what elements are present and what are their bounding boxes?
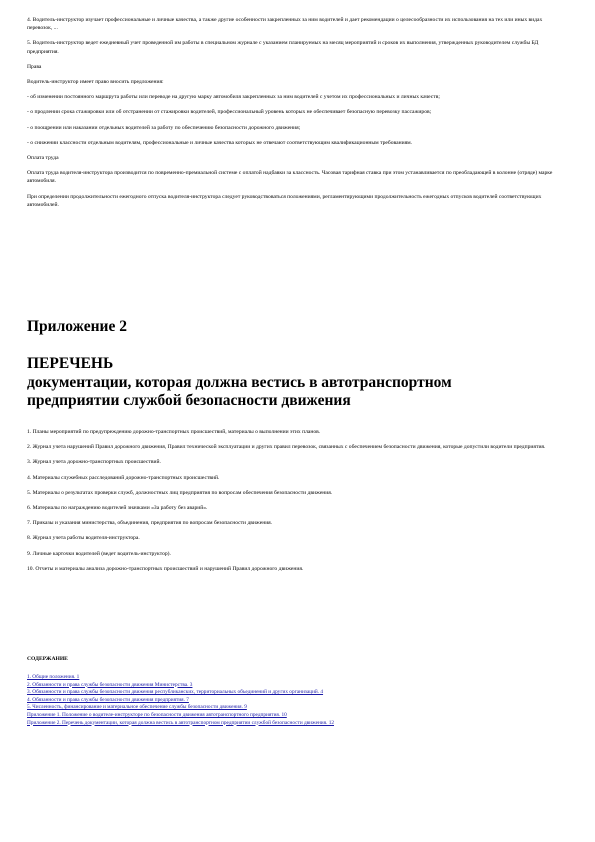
paragraph-instructor-duty-4: 4. Водитель-инструктор изучает профессиональные и личные качества, а также другие особенности закрепленных за ним водителей и дает рекомендации о целесообразности их использования на тех или иных видах перевозок, ... xyxy=(27,17,543,32)
toc-link[interactable]: 2. Обязанности и права службы безопасности движения Министерства. 3 xyxy=(27,681,193,688)
list-item: 1. Планы мероприятий по предупреждению дорожно-транспортных происшествий, материалы о выполнении этих планов. xyxy=(27,429,321,435)
appendix-heading: Приложение 2 xyxy=(27,318,127,335)
toc-title: СОДЕРЖАНИЕ xyxy=(27,656,68,662)
section-rights-heading: Права xyxy=(27,63,42,70)
toc-link[interactable]: 1. Общие положения. 1 xyxy=(27,674,80,680)
rights-intro: Водитель-инструктор имеет право вносить предложения: xyxy=(27,79,164,86)
section-pay-heading: Оплата труда xyxy=(27,155,59,162)
toc-link[interactable]: 5. Численность, финансирование и материальное обеспечение службы безопасности движения. 9 xyxy=(27,704,247,711)
toc-link[interactable]: 3. Обязанности и права службы безопасности движения республиканских, территориальных объединений и других организаций. 4 xyxy=(27,689,324,696)
table-of-contents xyxy=(27,656,562,727)
list-item: 6. Материалы по награждению водителей значками «За работу без аварий». xyxy=(27,505,208,512)
rights-item: - о продлении срока стажировки или об отстранении от стажировки водителей, профессиональный уровень которых не обеспечивает безопасную перевозку пассажиров; xyxy=(27,109,432,116)
list-item: 5. Материалы о результатах проверки служб, должностных лиц предприятия по вопросам обеспечения безопасности движения. xyxy=(27,489,333,496)
rights-item: - о снижении классности отдельным водителям, профессиональные и личные качества которых не отвечают соответствующим квалификационным требованиям. xyxy=(27,139,413,146)
list-item: 7. Приказы и указания министерства, объединения, предприятия по вопросам безопасности движения. xyxy=(27,520,273,527)
appendix-title-line: документации, которая должна вестись в автотранспортном xyxy=(27,373,452,391)
list-item: 9. Личные карточки водителей (ведет водитель-инструктор). xyxy=(27,550,171,557)
list-item: 8. Журнал учета работы водителя-инструктора. xyxy=(27,535,140,542)
appendix-title-line: предприятии службой безопасности движения xyxy=(27,392,351,410)
rights-item: - о поощрении или наказании отдельных водителей за работу по обеспечению безопасности дорожного движения; xyxy=(27,124,301,131)
rights-item: - об изменении постоянного маршрута работы или переводе на другую марку автомобиля закрепленных за ним водителей с учетом их профессиональных и личных качеств; xyxy=(27,94,440,101)
toc-links xyxy=(27,674,562,727)
vacation-paragraph: При определении продолжительности ежегодного отпуска водителя-инструктора следует руководствоваться положениями, регламентирующими продолжительность ежегодных отпусков водителей соответствующих автомобилей. xyxy=(27,193,542,208)
pay-paragraph: Оплата труда водителя-инструктора производится по повременно-премиальной системе с оплатой надбавки за классность. Часовая тарифная ставка при этом устанавливается по преобладающей в колонне (отряде) марке автомобиля. xyxy=(27,170,553,185)
list-item: 10. Отчеты и материалы анализа дорожно-транспортных происшествий и нарушений Правил дорожного движения. xyxy=(27,565,304,572)
list-item: 2. Журнал учета нарушений Правил дорожного движения, Правил технической эксплуатации и других правил перевозок, связанных с обеспечением безопасности движения, которые допустили водители предприятия. xyxy=(27,444,546,451)
list-item: 3. Журнал учета дорожно-транспортных происшествий. xyxy=(27,459,161,466)
documentation-list xyxy=(27,428,562,580)
toc-link[interactable]: Приложение 1. Положение о водителе-инструкторе по безопасности движения автотранспортного предприятия. 10 xyxy=(27,711,287,718)
list-item: 4. Материалы служебных расследований дорожно-транспортных происшествий. xyxy=(27,474,220,481)
appendix-title xyxy=(27,355,567,411)
appendix-title-line: ПЕРЕЧЕНЬ xyxy=(27,355,114,372)
paragraph-instructor-duty-5: 5. Водитель-инструктор ведет ежедневный учет проведенной им работы в специальном журнале с указанием планируемых на месяц мероприятий и сроков их выполнения, утвержденных руководителем службы БД предприятия. xyxy=(27,40,539,55)
toc-link[interactable]: 4. Обязанности и права службы безопасности движения предприятия. 7 xyxy=(27,696,189,703)
upper-section xyxy=(27,16,562,216)
toc-link[interactable]: Приложение 2. Перечень документации, которая должна вестись в автотранспортном предприятии службой безопасности движения. 12 xyxy=(27,719,334,726)
